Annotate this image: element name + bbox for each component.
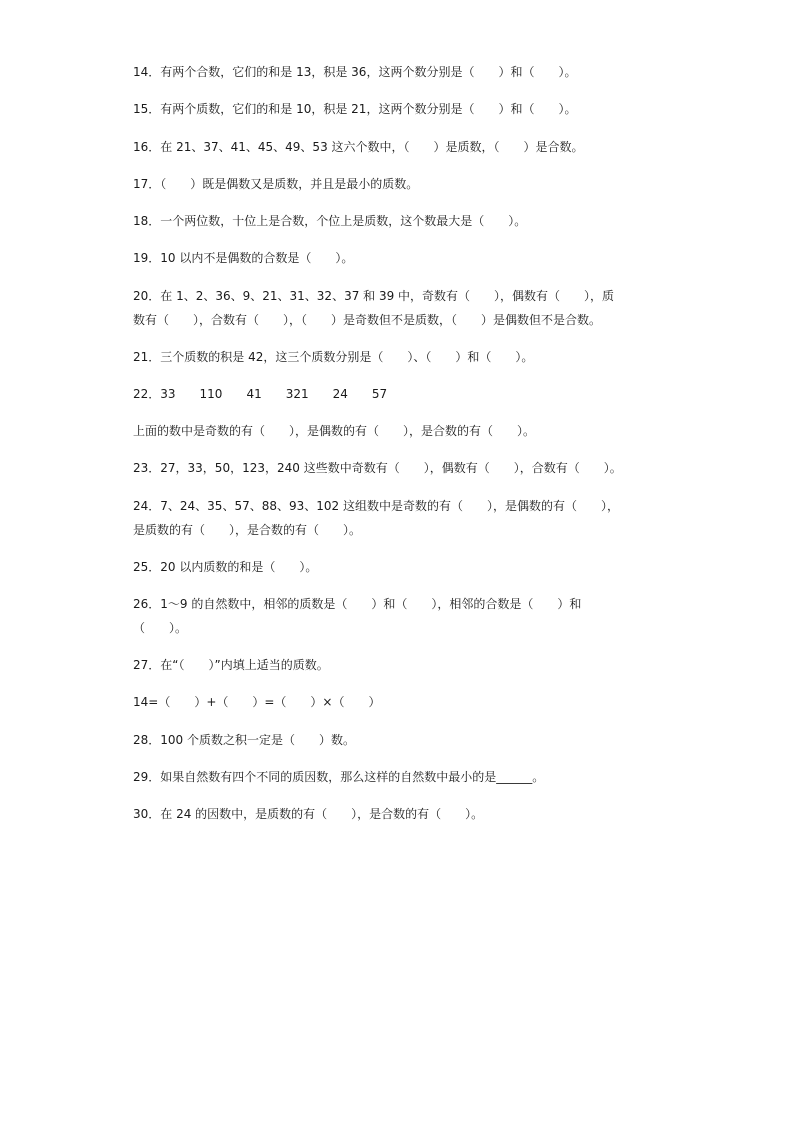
question-20-line-1: 20．在 1、2、36、9、21、31、32、37 和 39 中，奇数有（ ），偶数有（ ），质	[133, 289, 615, 303]
question-16: 16．在 21、37、41、45、49、53 这六个数中，（ ）是质数，（ ）是合数。	[133, 140, 584, 154]
question-30: 30．在 24 的因数中，是质数的有（ ），是合数的有（ ）。	[133, 807, 484, 821]
question-18: 18．一个两位数，十位上是合数，个位上是质数，这个数最大是（ ）。	[133, 214, 527, 228]
question-29: 29．如果自然数有四个不同的质因数，那么这样的自然数中最小的是______。	[133, 770, 545, 784]
question-20-line-2: 数有（ ），合数有（ ），（ ）是奇数但不是质数，（ ）是偶数但不是合数。	[133, 313, 602, 327]
question-14: 14．有两个合数，它们的和是 13，积是 36，这两个数分别是（ ）和（ ）。	[133, 65, 577, 79]
question-28: 28．100 个质数之积一定是（ ）数。	[133, 733, 355, 747]
question-27-line-1: 27．在“（ ）”内填上适当的质数。	[133, 658, 329, 672]
question-21: 21．三个质数的积是 42，这三个质数分别是（ ）、（ ）和（ ）。	[133, 350, 534, 364]
question-22-line-2: 上面的数中是奇数的有（ ），是偶数的有（ ），是合数的有（ ）。	[133, 424, 536, 438]
question-24-line-2: 是质数的有（ ），是合数的有（ ）。	[133, 523, 362, 537]
question-22-line-1: 22．33 110 41 321 24 57	[133, 387, 388, 401]
question-24-line-1: 24．7、24、35、57、88、93、102 这组数中是奇数的有（ ），是偶数的有（ ），	[133, 499, 619, 513]
question-26-line-2: （ ）。	[133, 621, 188, 635]
question-19: 19．10 以内不是偶数的合数是（ ）。	[133, 251, 354, 265]
question-23: 23．27，33，50，123，240 这些数中奇数有（ ），偶数有（ ），合数有（ ）。	[133, 461, 622, 475]
question-26-line-1: 26．1～9 的自然数中，相邻的质数是（ ）和（ ），相邻的合数是（ ）和	[133, 597, 582, 611]
question-27-line-2: 14=（ ）+（ ）=（ ）×（ ）	[133, 695, 381, 709]
question-17: 17．（ ）既是偶数又是质数，并且是最小的质数。	[133, 177, 419, 191]
question-15: 15．有两个质数，它们的和是 10，积是 21，这两个数分别是（ ）和（ ）。	[133, 102, 577, 116]
question-25: 25．20 以内质数的和是（ ）。	[133, 560, 318, 574]
